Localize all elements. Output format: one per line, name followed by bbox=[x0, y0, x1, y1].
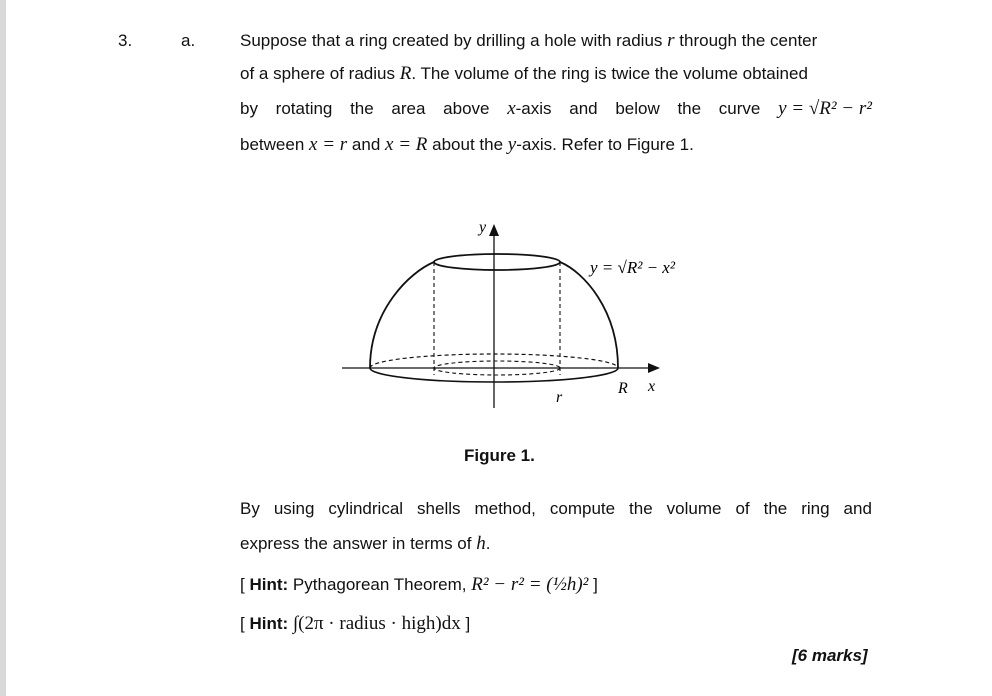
equation-x-r: x = r bbox=[309, 134, 348, 155]
paragraph1-line2: of a sphere of radius R. The volume of the ring is twice the volume obtained bbox=[240, 63, 808, 84]
question-number: 3. bbox=[118, 31, 133, 50]
paragraph2-line2: express the answer in terms of h. bbox=[240, 533, 491, 554]
top-hole-ellipse bbox=[434, 254, 560, 270]
var-y: y bbox=[507, 134, 517, 155]
page-left-border bbox=[0, 0, 6, 696]
marks-label: [6 marks] bbox=[792, 646, 868, 665]
var-h: h bbox=[476, 533, 486, 554]
y-axis-arrow bbox=[489, 224, 499, 236]
label-y-axis: y bbox=[479, 219, 487, 236]
label-r: r bbox=[556, 389, 563, 406]
hint-pythagorean: [ Hint: Pythagorean Theorem, R² − r² = (½h)² ] bbox=[240, 574, 598, 595]
hint-integral: [ Hint: ∫(2π · radius · high)dx ] bbox=[240, 613, 471, 634]
dome-left-curve bbox=[370, 262, 434, 368]
hint2-label: Hint: bbox=[249, 614, 289, 633]
hint1-formula: R² − r² = (½h)² bbox=[471, 574, 589, 595]
label-x-axis: x bbox=[648, 378, 656, 395]
hint1-label: Hint: bbox=[249, 575, 289, 594]
figure-ring-diagram bbox=[330, 210, 700, 420]
equation-x-R: x = R bbox=[385, 134, 428, 155]
label-R: R bbox=[618, 380, 628, 397]
paragraph1-line3: by rotating the area above x-axis and below the curve y = √R² − r² bbox=[240, 98, 872, 119]
x-axis-arrow bbox=[648, 363, 660, 373]
figure-caption: Figure 1. bbox=[464, 446, 535, 465]
label-curve-equation: y = √R² − x² bbox=[590, 258, 675, 277]
paragraph1-line1: Suppose that a ring created by drilling a hole with radius r through the center bbox=[240, 30, 818, 51]
paragraph2-line1: By using cylindrical shells method, compute the volume of the ring and bbox=[240, 499, 872, 518]
hint2-formula: ∫(2π · radius · high)dx bbox=[292, 613, 461, 634]
dome-right-curve bbox=[560, 262, 618, 368]
var-r: r bbox=[667, 30, 675, 51]
curve-equation: y = √R² − r² bbox=[778, 98, 872, 119]
paragraph1-line4: between x = r and x = R about the y-axis. Refer to Figure 1. bbox=[240, 134, 694, 155]
var-R: R bbox=[399, 63, 412, 84]
var-x: x bbox=[507, 98, 516, 119]
question-part-label: a. bbox=[181, 31, 196, 50]
